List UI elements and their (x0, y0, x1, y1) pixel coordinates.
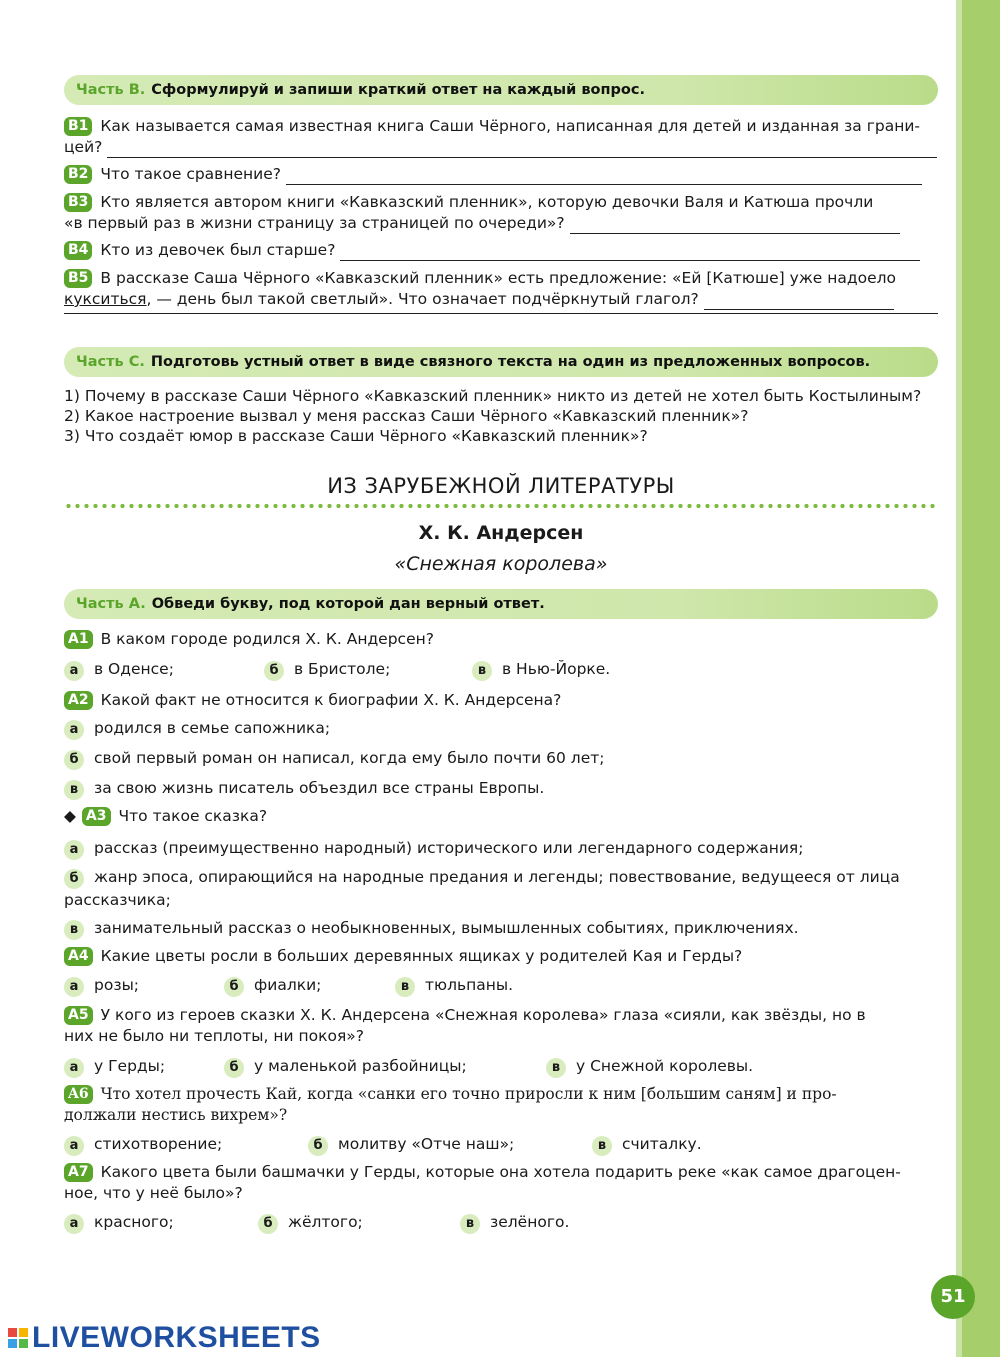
question-number: A7 (64, 1163, 93, 1182)
question-b4 (64, 240, 938, 261)
option-letter[interactable]: в (395, 977, 415, 997)
diamond-marker-icon: ◆ (64, 807, 76, 825)
option-b[interactable] (308, 1133, 514, 1156)
option-letter[interactable]: в (592, 1136, 612, 1156)
option-text: в Оденсе; (94, 660, 174, 678)
option-text: розы; (94, 976, 140, 994)
question-b5 (64, 268, 938, 310)
author-name: Х. К. Андерсен (418, 522, 584, 544)
question-a1 (64, 629, 938, 650)
question-a5 (64, 1005, 938, 1047)
option-letter[interactable]: б (64, 869, 84, 889)
question-number: B3 (64, 193, 92, 212)
question-text: Кто является автором книги «Кавказский пленник», которую девочки Валя и Катюша прочли (100, 193, 874, 211)
question-number: A3 (82, 807, 111, 826)
option-a[interactable] (64, 658, 174, 681)
part-b-banner (64, 75, 938, 105)
option-text: в Бристоле; (294, 660, 391, 678)
option-a[interactable] (64, 837, 803, 860)
option-a[interactable] (64, 1133, 222, 1156)
option-letter[interactable]: б (224, 977, 244, 997)
question-text-cont: них не было ни теплоты, ни покоя»? (64, 1027, 364, 1045)
option-text: зелёного. (490, 1213, 570, 1231)
question-text: Что такое сравнение? (100, 165, 281, 183)
option-text: в Нью-Йорке. (502, 660, 611, 678)
question-number: B4 (64, 241, 92, 260)
logo-text: LIVEWORKSHEETS (32, 1321, 321, 1354)
question-a6 (64, 1084, 938, 1126)
option-text: фиалки; (254, 976, 322, 994)
option-b[interactable] (64, 747, 605, 770)
option-c[interactable] (472, 658, 610, 681)
answer-line-b5[interactable] (704, 295, 894, 310)
option-letter[interactable]: а (64, 1136, 84, 1156)
question-number: A4 (64, 947, 93, 966)
part-a-title: Обведи букву, под которой дан верный ответ. (151, 596, 545, 612)
option-letter[interactable]: а (64, 1058, 84, 1078)
underlined-verb: кукситься (64, 290, 147, 308)
option-letter[interactable]: в (64, 780, 84, 800)
part-b-label: Часть B. (76, 82, 146, 98)
part-c-question-1: 1) Почему в рассказе Саши Чёрного «Кавказский пленник» никто из детей не хотел быть Костылиным? (64, 387, 922, 405)
question-text-cont: цей? (64, 138, 103, 156)
question-number: B1 (64, 117, 92, 136)
option-a[interactable] (64, 1211, 174, 1234)
option-letter[interactable]: б (264, 661, 284, 681)
option-letter[interactable]: б (64, 750, 84, 770)
logo-blocks-icon (8, 1328, 28, 1348)
option-text: молитву «Отче наш»; (338, 1135, 515, 1153)
option-b[interactable] (258, 1211, 363, 1234)
question-number: A6 (64, 1085, 93, 1104)
option-b[interactable] (224, 974, 321, 997)
dotted-divider (64, 503, 938, 509)
question-b3 (64, 192, 938, 234)
question-text: Что хотел прочесть Кай, когда «санки его точно приросли к ним [большим саням] и про- (100, 1085, 837, 1103)
part-c-label: Часть C. (76, 354, 145, 370)
answer-line-b3[interactable] (570, 219, 900, 234)
part-a-label: Часть A. (76, 596, 146, 612)
option-letter[interactable]: а (64, 1214, 84, 1234)
option-letter[interactable]: а (64, 977, 84, 997)
liveworksheets-logo[interactable] (8, 1320, 321, 1356)
question-a7 (64, 1162, 938, 1204)
option-b[interactable] (64, 866, 938, 911)
option-letter[interactable]: а (64, 720, 84, 740)
option-text: у маленькой разбойницы; (254, 1057, 467, 1075)
option-text: жанр эпоса, опирающийся на народные предания и легенды; повествование, ведущееся от лица (94, 868, 900, 886)
option-text: за свою жизнь писатель объездил все страны Европы. (94, 779, 545, 797)
option-text: жёлтого; (288, 1213, 363, 1231)
option-text: тюльпаны. (425, 976, 514, 994)
option-letter[interactable]: б (308, 1136, 328, 1156)
question-a3 (64, 806, 938, 827)
option-text: у Герды; (94, 1057, 166, 1075)
answer-line-b1[interactable] (107, 143, 937, 158)
option-letter[interactable]: а (64, 840, 84, 860)
option-letter[interactable]: в (546, 1058, 566, 1078)
option-text: считалку. (622, 1135, 702, 1153)
question-text: У кого из героев сказки Х. К. Андерсена «Снежная королева» глаза «сияли, как звёзды, но в (100, 1006, 866, 1024)
option-a[interactable] (64, 717, 330, 740)
option-letter[interactable]: в (64, 920, 84, 940)
question-number: B2 (64, 165, 92, 184)
question-number: B5 (64, 269, 92, 288)
question-text: Какой факт не относится к биографии Х. К. Андерсена? (100, 691, 562, 709)
part-a-banner (64, 589, 938, 619)
answer-line-b5-extra[interactable] (64, 313, 938, 314)
option-text: родился в семье сапожника; (94, 719, 331, 737)
question-text-cont: ное, что у неё было»? (64, 1184, 243, 1202)
option-b[interactable] (224, 1055, 467, 1078)
option-text: свой первый роман он написал, когда ему было почти 60 лет; (94, 749, 605, 767)
option-a[interactable] (64, 1055, 165, 1078)
option-b[interactable] (264, 658, 390, 681)
option-text: стихотворение; (94, 1135, 223, 1153)
question-a4 (64, 946, 938, 967)
option-text: рассказ (преимущественно народный) исторического или легендарного содержания; (94, 839, 804, 857)
page-edge-band (962, 0, 1000, 1357)
question-number: A5 (64, 1006, 93, 1025)
option-letter[interactable]: а (64, 661, 84, 681)
option-text: красного; (94, 1213, 174, 1231)
option-c[interactable] (546, 1055, 753, 1078)
question-text: В рассказе Саша Чёрного «Кавказский пленник» есть предложение: «Ей [Катюше] уже надоело (100, 269, 897, 287)
question-number: A1 (64, 630, 93, 649)
question-text-cont: «в первый раз в жизни страницу за страницей по очереди»? (64, 214, 565, 232)
option-letter[interactable]: в (460, 1214, 480, 1234)
question-text: Какие цветы росли в больших деревянных ящиках у родителей Кая и Герды? (100, 947, 743, 965)
part-b-title: Сформулируй и запиши краткий ответ на каждый вопрос. (151, 82, 645, 98)
option-c[interactable] (64, 777, 544, 800)
option-text-cont: рассказчика; (64, 891, 171, 909)
option-a[interactable] (64, 974, 139, 997)
work-title: «Снежная королева» (394, 553, 608, 575)
question-number: A2 (64, 691, 93, 710)
option-c[interactable] (592, 1133, 702, 1156)
option-letter[interactable]: б (224, 1058, 244, 1078)
question-b2 (64, 164, 938, 185)
part-c-title: Подготовь устный ответ в виде связного текста на один из предложенных вопросов. (150, 354, 871, 370)
question-text-cont: должали нестись вихрем»? (64, 1106, 288, 1124)
question-text: Как называется самая известная книга Саши Чёрного, написанная для детей и изданная за грани- (100, 117, 920, 135)
question-text-cont: , — день был такой светлый». Что означает подчёркнутый глагол? (146, 290, 699, 308)
part-c-question-3: 3) Что создаёт юмор в рассказе Саши Чёрного «Кавказский пленник»? (64, 427, 648, 445)
question-a2 (64, 690, 938, 711)
option-text: занимательный рассказ о необыкновенных, вымышленных событиях, приключениях. (94, 919, 799, 937)
part-c-question-2: 2) Какое настроение вызвал у меня рассказ Саши Чёрного «Кавказский пленник»? (64, 407, 749, 425)
option-c[interactable] (460, 1211, 569, 1234)
question-text: В каком городе родился Х. К. Андерсен? (100, 630, 434, 648)
question-text: Какого цвета были башмачки у Герды, которые она хотела подарить реке «как самое драгоцен- (100, 1163, 901, 1181)
question-text: Что такое сказка? (118, 807, 268, 825)
option-c[interactable] (64, 917, 799, 940)
question-b1 (64, 116, 938, 158)
part-c-banner (64, 347, 938, 377)
answer-line-b2[interactable] (286, 170, 922, 185)
option-letter[interactable]: б (258, 1214, 278, 1234)
section-title: ИЗ ЗАРУБЕЖНОЙ ЛИТЕРАТУРЫ (327, 474, 675, 498)
page-number: 51 (931, 1275, 975, 1319)
option-c[interactable] (395, 974, 513, 997)
question-text: Кто из девочек был старше? (100, 241, 336, 259)
answer-line-b4[interactable] (340, 246, 920, 261)
option-text: у Снежной королевы. (576, 1057, 754, 1075)
option-letter[interactable]: в (472, 661, 492, 681)
